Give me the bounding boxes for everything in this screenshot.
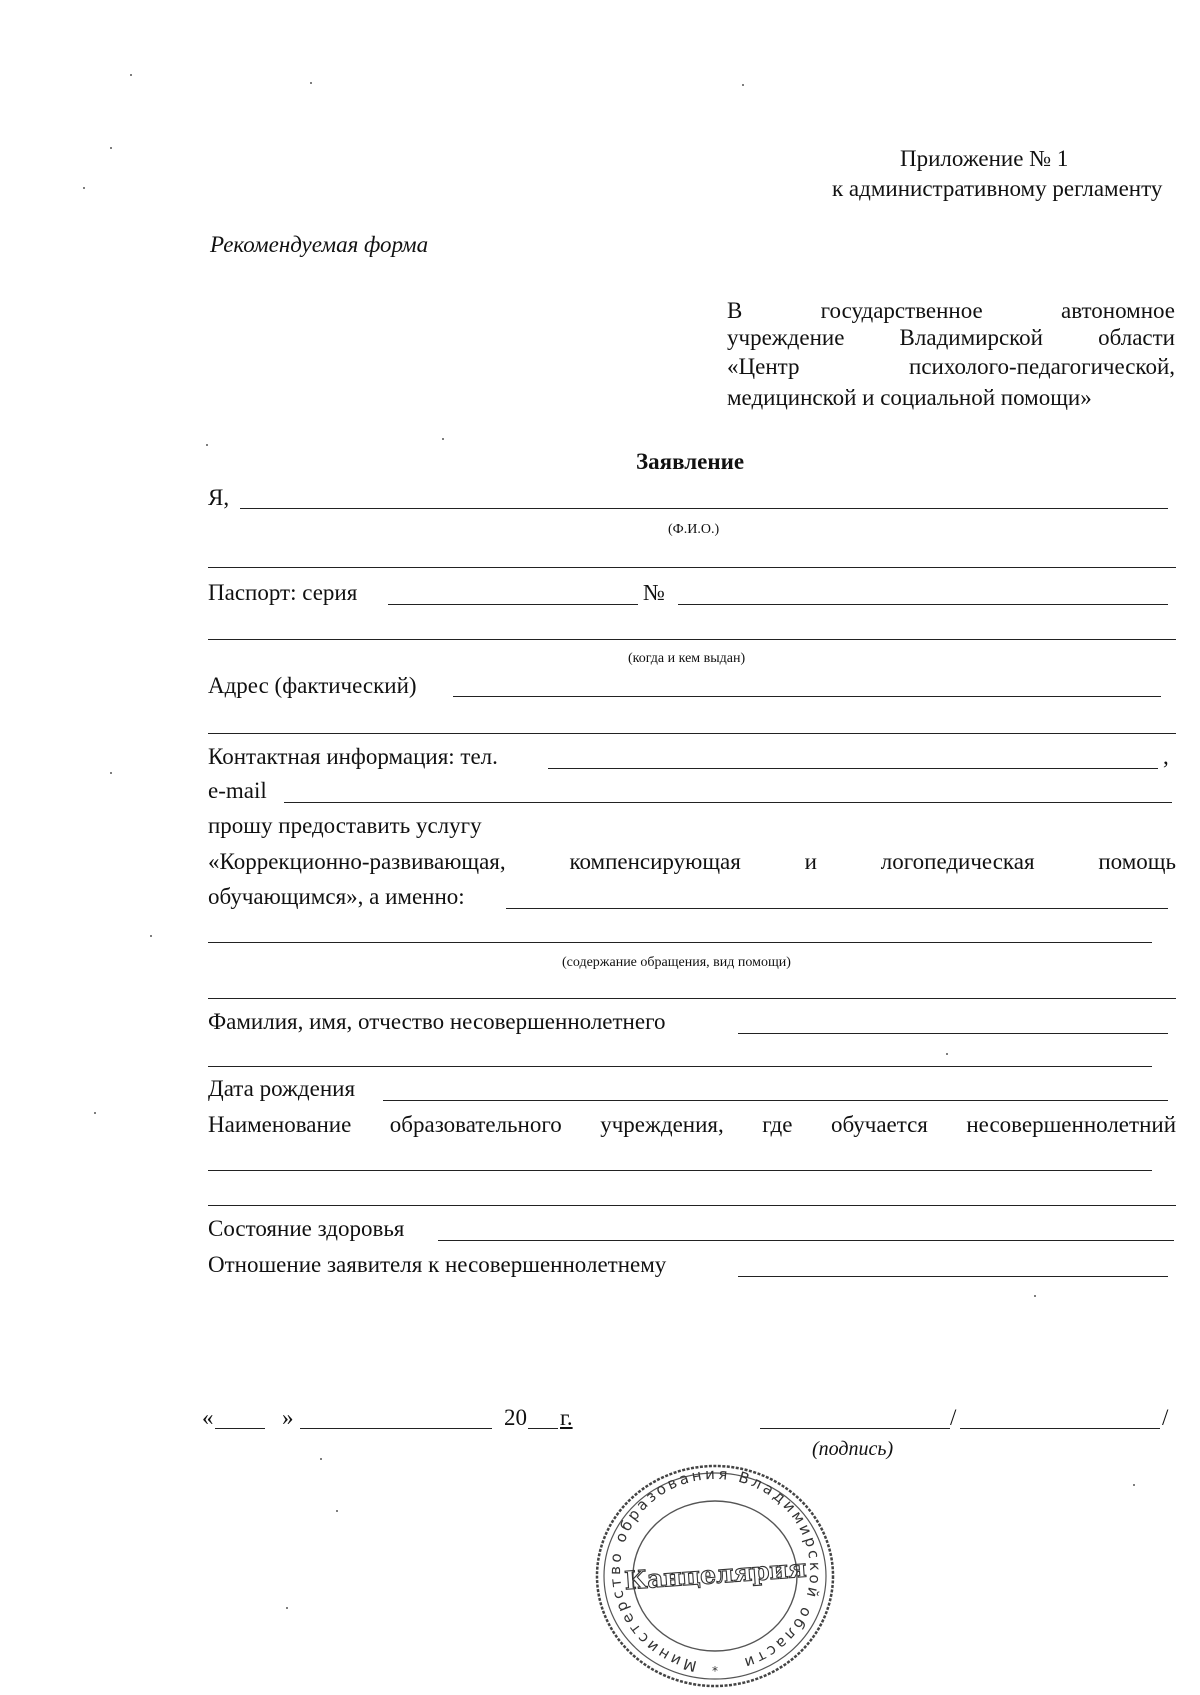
scan-speck (946, 1053, 948, 1055)
scan-speck (83, 187, 85, 189)
request-hint: (содержание обращения, вид помощи) (562, 955, 791, 970)
school-label: Наименование образовательного учреждения, где обучается несовершеннолетний (208, 1112, 1176, 1137)
signature-field[interactable] (760, 1406, 950, 1429)
address-field[interactable] (453, 674, 1161, 697)
fio-hint: (Ф.И.О.) (668, 522, 720, 537)
address-continuation-field[interactable] (208, 711, 1176, 734)
scan-speck (206, 444, 208, 446)
passport-issued-field[interactable] (208, 617, 1176, 640)
passport-series-label: Паспорт: серия (208, 580, 358, 605)
passport-number-field[interactable] (678, 582, 1168, 605)
appendix-reference: к административному регламенту (832, 176, 1163, 201)
scan-speck (94, 1112, 96, 1114)
addressee-line-3: «Центр психолого-педагогической, (727, 354, 1175, 379)
date-month-field[interactable] (300, 1406, 492, 1429)
scan-speck (150, 935, 152, 937)
addressee-line-1: В государственное автономное (727, 298, 1175, 323)
minor-name-label: Фамилия, имя, отчество несовершеннолетнего (208, 1009, 666, 1034)
minor-name-continuation-field[interactable] (208, 1044, 1152, 1067)
i-label: Я, (208, 485, 230, 510)
request-line: прошу предоставить услугу (208, 813, 482, 838)
request-details-field[interactable] (506, 886, 1168, 909)
scan-speck (320, 1458, 322, 1460)
address-label: Адрес (фактический) (208, 673, 417, 698)
scan-speck (1034, 1295, 1036, 1297)
signature-slash-2: / (1162, 1405, 1169, 1430)
relation-label: Отношение заявителя к несовершеннолетнему (208, 1252, 667, 1277)
passport-series-field[interactable] (388, 582, 638, 605)
phone-field[interactable] (548, 746, 1158, 769)
contact-comma: , (1163, 744, 1169, 769)
scan-speck (286, 1607, 288, 1609)
email-field[interactable] (284, 780, 1172, 803)
scan-speck (336, 1510, 338, 1512)
passport-number-label: № (643, 580, 665, 605)
contact-phone-label: Контактная информация: тел. (208, 744, 498, 769)
relation-field[interactable] (738, 1254, 1168, 1277)
recommended-form-label: Рекомендуемая форма (210, 232, 429, 257)
email-label: e-mail (208, 778, 267, 803)
minor-name-field[interactable] (738, 1011, 1168, 1034)
fio-continuation-field[interactable] (208, 545, 1176, 568)
date-year-prefix: 20 (504, 1405, 527, 1430)
scan-speck (442, 438, 444, 440)
scan-speck (110, 147, 112, 149)
document-title: Заявление (636, 449, 745, 474)
stamp-ring-text: Министерство образования Владимирской области (605, 1464, 825, 1676)
scan-speck (742, 84, 744, 86)
addressee-line-4: медицинской и социальной помощи» (727, 385, 1092, 410)
date-day-field[interactable] (215, 1406, 265, 1429)
fio-field[interactable] (240, 486, 1168, 509)
scan-speck (110, 772, 112, 774)
addressee-line-2: учреждение Владимирской области (727, 325, 1175, 350)
school-continuation-field[interactable] (208, 1183, 1176, 1206)
scan-speck (310, 82, 312, 84)
request-extra-field[interactable] (208, 976, 1176, 999)
scan-speck (1133, 1484, 1135, 1486)
date-close-quote: » (282, 1405, 294, 1430)
request-details-continuation-field[interactable] (208, 920, 1152, 943)
stamp-center-text: Канцелярия (623, 1553, 808, 1596)
service-name-line-1: «Коррекционно-развивающая, компенсирующая и логопедическая помощь (208, 849, 1176, 874)
birth-date-label: Дата рождения (208, 1076, 356, 1101)
signature-name-field[interactable] (960, 1406, 1160, 1429)
signature-hint: (подпись) (812, 1438, 894, 1460)
service-name-line-2: обучающимся», а именно: (208, 884, 465, 909)
date-open-quote: « (202, 1405, 214, 1430)
appendix-number: Приложение № 1 (900, 146, 1069, 171)
school-field[interactable] (208, 1148, 1152, 1171)
birth-date-field[interactable] (383, 1078, 1168, 1101)
date-year-field[interactable] (528, 1406, 558, 1429)
office-stamp (590, 1463, 840, 1693)
stamp-star-icon: * (712, 1664, 718, 1678)
health-field[interactable] (438, 1218, 1174, 1241)
signature-slash-1: / (950, 1405, 957, 1430)
scan-speck (130, 74, 132, 76)
health-label: Состояние здоровья (208, 1216, 405, 1241)
date-year-suffix: г. (560, 1405, 573, 1430)
passport-issued-hint: (когда и кем выдан) (628, 651, 746, 666)
